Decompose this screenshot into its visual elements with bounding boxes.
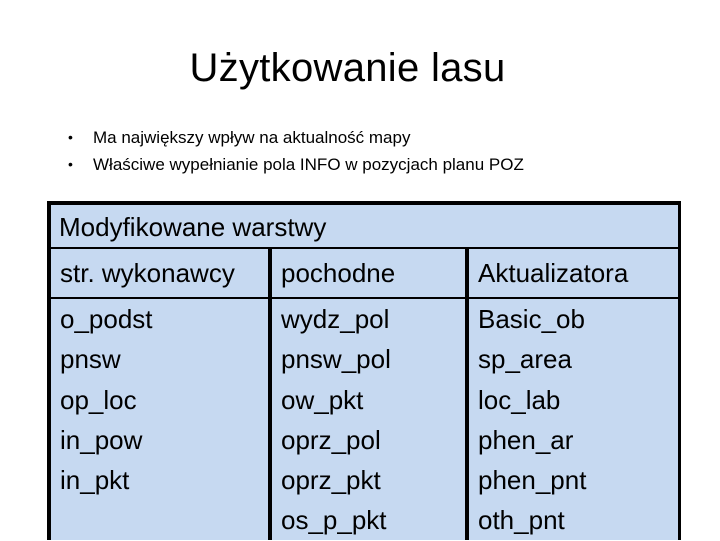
bullet-list: [68, 124, 524, 178]
layer-item: phen_ar: [478, 424, 574, 455]
column-derived-cell: [272, 299, 465, 540]
layer-item: in_pkt: [60, 465, 130, 496]
layer-item: in_pow: [60, 424, 143, 455]
slide-title: Użytkowanie lasu: [189, 46, 506, 90]
bullet-item: [68, 151, 524, 178]
bullet-text: Właściwe wypełnianie pola INFO w pozycjach planu POZ: [93, 155, 524, 174]
column-header-derived: pochodne: [272, 249, 465, 297]
layer-item: os_p_pkt: [281, 505, 387, 536]
column-header-contractor: str. wykonawcy: [51, 249, 268, 297]
layer-item: o_podst: [60, 304, 153, 334]
column-contractor-cell: [51, 299, 268, 540]
layer-item: oprz_pkt: [281, 465, 381, 496]
layers-table: [47, 201, 681, 540]
column-updater-cell: [469, 299, 678, 540]
layer-item: oprz_pol: [281, 424, 381, 455]
layer-item: pnsw_pol: [281, 344, 391, 375]
layer-item: pnsw: [60, 344, 121, 375]
bullet-icon: •: [68, 129, 73, 145]
layer-item: sp_area: [478, 344, 572, 375]
bullet-text: Ma największy wpływ na aktualność mapy: [93, 128, 411, 147]
bullet-icon: •: [68, 156, 73, 172]
table-header: Modyfikowane warstwy: [51, 205, 678, 247]
layer-item: phen_pnt: [478, 465, 587, 496]
layer-item: ow_pkt: [281, 384, 364, 415]
layer-item: wydz_pol: [281, 304, 390, 334]
layer-item: op_loc: [60, 384, 137, 415]
layer-item: loc_lab: [478, 384, 561, 415]
bullet-item: [68, 124, 524, 151]
layer-item: Basic_ob: [478, 304, 585, 334]
column-header-updater: Aktualizatora: [469, 249, 678, 297]
layer-item: oth_pnt: [478, 505, 565, 536]
